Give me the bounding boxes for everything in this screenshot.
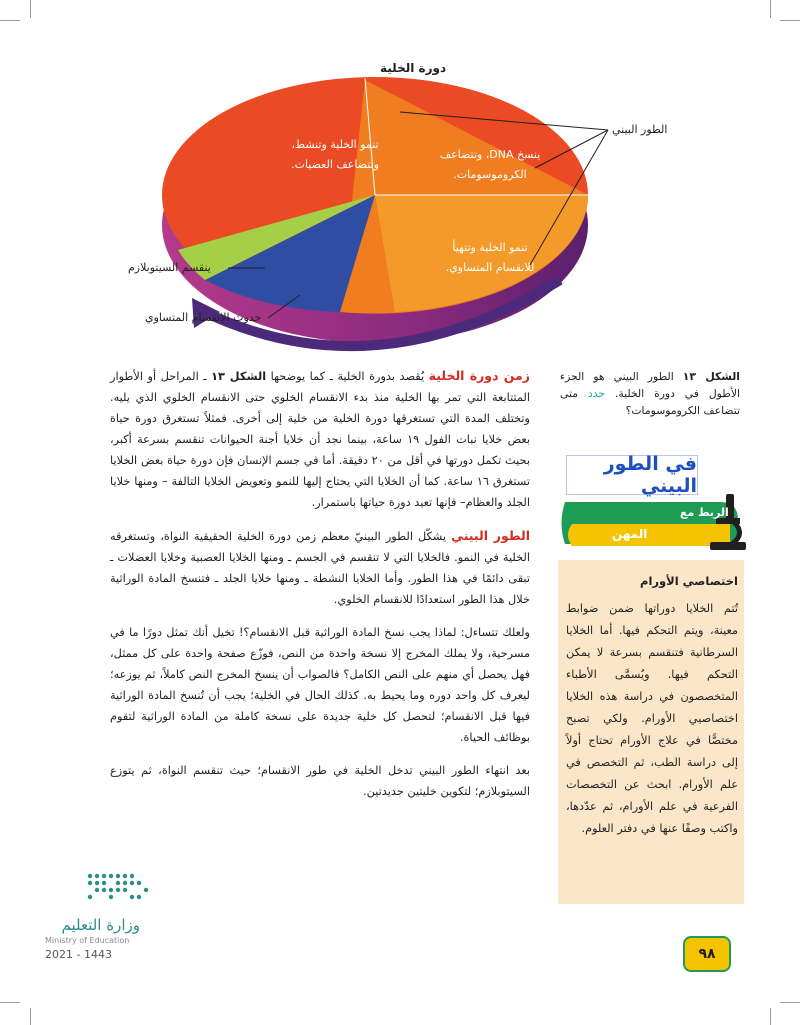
career-title: اختصاصي الأورام [640, 574, 738, 588]
career-text [566, 570, 738, 840]
edition-year: 2021 - 1443 [45, 948, 112, 961]
paragraph-cell-cycle-time [110, 365, 530, 513]
crop-mark [770, 1008, 771, 1025]
p1-text-b: ـ المراحل أو الأطوار المتتابعة التي تمر بها الخلية منذ بدء الانقسام الخلوي حتى الانقسام الخلوي الذي يليه. وتختلف المدة التي تستغرقها دورة الخلية من خلية إلى أخرى. فمثلاً تستغرق دورة حياة بعض خلايا نبات الفول ١٩ ساعة، بينما نجد أن خلايا أجنة الحيوانات تنقسم بسرعة أكبر، بحيث تكمل دورتها في أقل من ٢٠ دقيقة. أما في جسم الإنسان فإن دورة حياة بعض الخلايا تستغرق ١٦ ساعة. كما أن الخلايا التي يحتاج إليها للنمو وتعويض الخلايا التالفة – ومنها خلايا الجلد والعظام– فإنها تعيد دورة حياتها باستمرار. [110, 370, 531, 509]
label-prepare-line2: للانقسام المتساوي. [445, 261, 535, 274]
caption-text: الطور البيني هو الجزء الأطول في دورة الخلية. [560, 370, 740, 400]
ministry-name-arabic: وزارة التعليم [61, 916, 140, 934]
label-growth-line1: تنمو الخلية وتنشط، [291, 138, 379, 151]
paragraph-why-copy: ولعلك تتساءل: لماذا يجب نسخ المادة الوراثية قبل الانقسام؟! تخيل أنك تمثل دورًا ما في مسرحية، ولا يملك المخرج إلا نسخة واحدة من النص، فوزّع صفحة واحدة على كل ممثل، فهل يحصل أي منهم على النص الكامل؟ فالصواب أن ينسخ المخرج النص كاملاً، ثم يوزعه؛ ليعرف كل واحد دوره وما يحيط به. كذلك الحال في الخلية؛ يجب أن تُنسخ المادة الوراثية فيها قبل الانقسام؛ لتحصل كل خلية جديدة على نسخة كاملة من المادة الوراثية لتقوم بوظائف الحياة. [110, 626, 530, 744]
p1-text-a: يُقصد بدورة الخلية ـ كما يوضحها [266, 370, 429, 383]
caption-question: متى تتضاعف الكروموسومات؟ [560, 387, 740, 417]
crop-mark [770, 0, 771, 18]
label-dna-copy [435, 145, 545, 185]
figure-caption [560, 368, 740, 419]
banner-bottom-text: المهن [612, 527, 648, 541]
figure-reference: الشكل ١٣ [211, 370, 267, 383]
ministry-emblem [45, 870, 175, 910]
crop-mark [30, 1008, 31, 1025]
ministry-logo [45, 870, 185, 960]
label-dna-copy-line2: الكروموسومات. [453, 168, 527, 181]
page-number: ٩٨ [683, 936, 731, 972]
ministry-name-english: Ministry of Education [45, 936, 130, 945]
crop-mark [780, 20, 800, 21]
keyword-cell-cycle-time: زمن دورة الخلية [428, 368, 530, 383]
label-dna-copy-line1: ينسخ DNA، وتتضاعف [439, 148, 541, 161]
crop-mark [780, 1002, 800, 1003]
crop-mark [0, 20, 20, 21]
crop-mark [0, 1002, 20, 1003]
crop-mark [30, 0, 31, 18]
answer-box: في الطور البيني [566, 455, 698, 495]
caption-head: الشكل ١٣ [682, 370, 741, 383]
diagram-title: دورة الخلية [380, 61, 447, 75]
label-interphase: الطور البيني [612, 123, 668, 136]
paragraph-interphase [110, 525, 530, 610]
paragraph-after-interphase: بعد انتهاء الطور البيني تدخل الخلية في طور الانقسام؛ حيث تنقسم النواة، ثم يتوزع السيتوبلازم؛ لتكوين خليتين جديدتين. [110, 764, 530, 798]
career-banner [560, 494, 750, 554]
main-text [110, 365, 530, 814]
p2-text: يشكّل الطور البينيّ معظم زمن دورة الخلية الحقيقية النواة، وتستغرقه الخلية في النمو. فالخلايا التي لا تنقسم في الجسم ـ ومنها الخلايا العصبية وخلايا العضلات ـ تبقى دائمًا في هذا الطور. وأما الخلايا النشطة ـ ومنها خلايا الجلد ـ فتنسخ المادة الوراثية خلال هذا الطور استعدادًا للانقسام الخلوي. [110, 530, 530, 606]
label-cytokinesis: ينقسم السيتوبلازم [128, 261, 211, 274]
label-growth [280, 135, 390, 175]
cell-cycle-diagram [110, 50, 710, 360]
label-prepare [435, 238, 545, 278]
banner-top-text: الربط مع [680, 506, 729, 519]
caption-verb: حدد [587, 387, 606, 400]
keyword-interphase: الطور البيني [451, 528, 530, 543]
label-mitosis: حدوث الانقسام المتساوي [145, 311, 262, 324]
label-prepare-line1: تنمو الخلية وتتهيأ [452, 241, 528, 254]
label-growth-line2: وتتضاعف العضيات. [291, 158, 379, 171]
career-body: تُتم الخلايا دوراتها ضمن ضوابط معينة، ويتم التحكم فيها. أما الخلايا السرطانية فتنقسم بسرعة لا يمكن التحكم فيها. ويُسمَّى الأطباء المتخصصون في دراسة هذه الخلايا اختصاصيي الأورام. ولكي تصبح مختصًّا في علاج الأورام تحتاج أولاً إلى دراسة الطب، ثم التخصص في علم الأورام. ابحث عن التخصصات الفرعية في علم الأورام، ثم عدّدها، واكتب وصفًا عنها في دفتر العلوم. [566, 602, 738, 835]
